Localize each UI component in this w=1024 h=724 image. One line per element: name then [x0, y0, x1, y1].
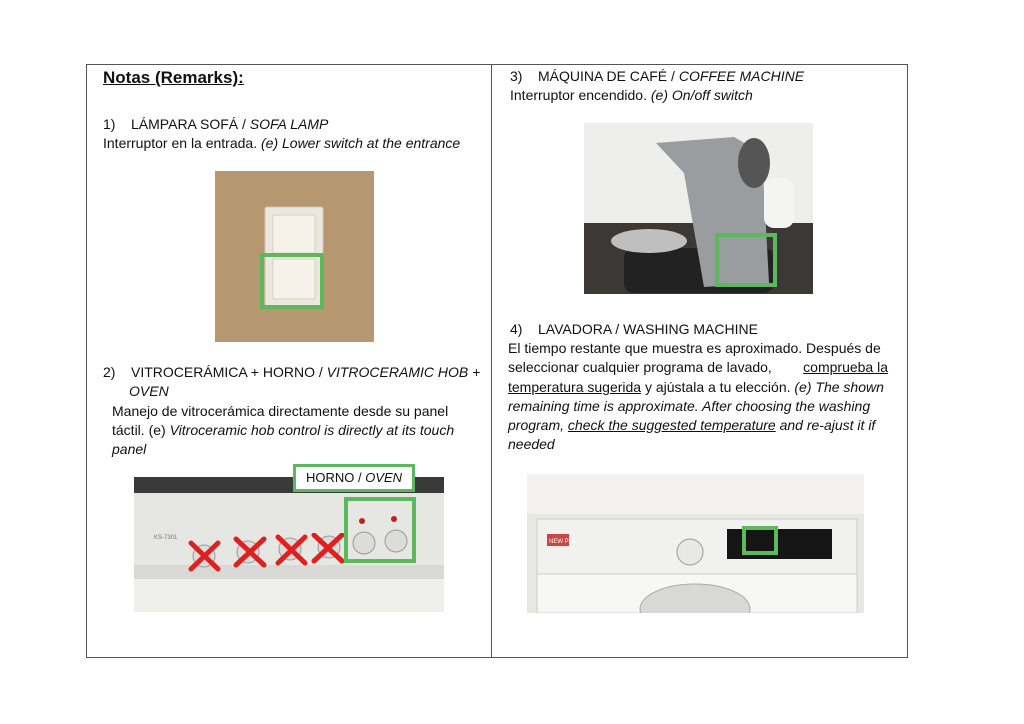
item-2-heading-line2: OVEN: [129, 383, 169, 399]
item-2-text-line1: Manejo de vitrocerámica directamente desde su panel: [112, 403, 449, 419]
item-2-text-line3: panel: [112, 441, 147, 457]
notes-title: Notas (Remarks):: [103, 68, 244, 87]
onoff-switch-highlight: [715, 233, 777, 287]
coffee-machine-image: [584, 123, 813, 294]
heading-es: LÁMPARA SOFÁ /: [131, 116, 246, 132]
text-es: táctil. (e): [112, 422, 166, 438]
heading-en: VITROCERAMIC HOB +: [326, 364, 481, 380]
heading: LAVADORA / WASHING MACHINE: [538, 321, 758, 337]
washer-brand-logo: NEW POL: [549, 539, 577, 545]
item-2-heading-line1: [103, 363, 480, 382]
text-es: Interruptor en la entrada.: [103, 135, 258, 151]
item-4-line4: remaining time is approximate. After choosing the washing: [508, 398, 871, 414]
item-4-line6: needed: [508, 436, 555, 452]
item-number: 1): [103, 116, 116, 132]
text-en: (e) On/off switch: [650, 87, 753, 103]
item-number: 2): [103, 364, 116, 380]
item-2-text-line2: [112, 421, 454, 440]
heading-en: SOFA LAMP: [249, 116, 329, 132]
item-4-line5: [508, 416, 875, 435]
text-en: and re-ajust it if: [779, 417, 876, 433]
oven-label: [293, 464, 415, 492]
heading-es: VITROCERÁMICA + HORNO /: [131, 364, 323, 380]
disabled-knob-crosses: [188, 533, 348, 575]
text-es: Interruptor encendido.: [510, 87, 647, 103]
heading-es: MÁQUINA DE CAFÉ /: [538, 68, 675, 84]
heading-en: COFFEE MACHINE: [678, 68, 805, 84]
washing-machine-image: [527, 474, 864, 613]
text-en: (e) Lower switch at the entrance: [261, 135, 461, 151]
text-es: seleccionar cualquier programa de lavado,: [508, 359, 772, 375]
text-es-underlined: temperatura sugerida: [508, 379, 642, 395]
item-4-line3: [508, 378, 884, 397]
text-es: y ajústala a tu elección.: [644, 379, 791, 395]
text-es-underlined: comprueba la: [803, 359, 888, 375]
washing-machine-photo: [527, 474, 864, 613]
text-en: Vitroceramic hob control is directly at its touch: [169, 422, 455, 438]
item-number: 3): [510, 68, 523, 84]
svg-text:KS-7301: KS-7301: [154, 535, 178, 541]
item-4-line2: [508, 358, 888, 377]
lower-switch-highlight: [260, 253, 324, 309]
item-3-text: [510, 86, 753, 105]
oven-label-en: OVEN: [365, 470, 403, 485]
text-en-underlined: check the suggested temperature: [567, 417, 776, 433]
item-1-heading: [103, 115, 328, 134]
item-3-heading: [510, 67, 804, 86]
oven-knobs-highlight: [344, 497, 416, 563]
column-divider: [491, 64, 492, 658]
item-number: 4): [510, 321, 523, 337]
text-en: (e) The shown: [794, 379, 884, 395]
item-1-text: [103, 134, 460, 153]
washer-temperature-highlight: [742, 526, 778, 555]
oven-label-es: HORNO /: [305, 470, 362, 485]
item-4-line1: El tiempo restante que muestra es aproximado. Después de: [508, 340, 881, 356]
item-4-heading: [510, 320, 758, 339]
text-en: program,: [508, 417, 565, 433]
coffee-machine-photo: [584, 123, 813, 294]
